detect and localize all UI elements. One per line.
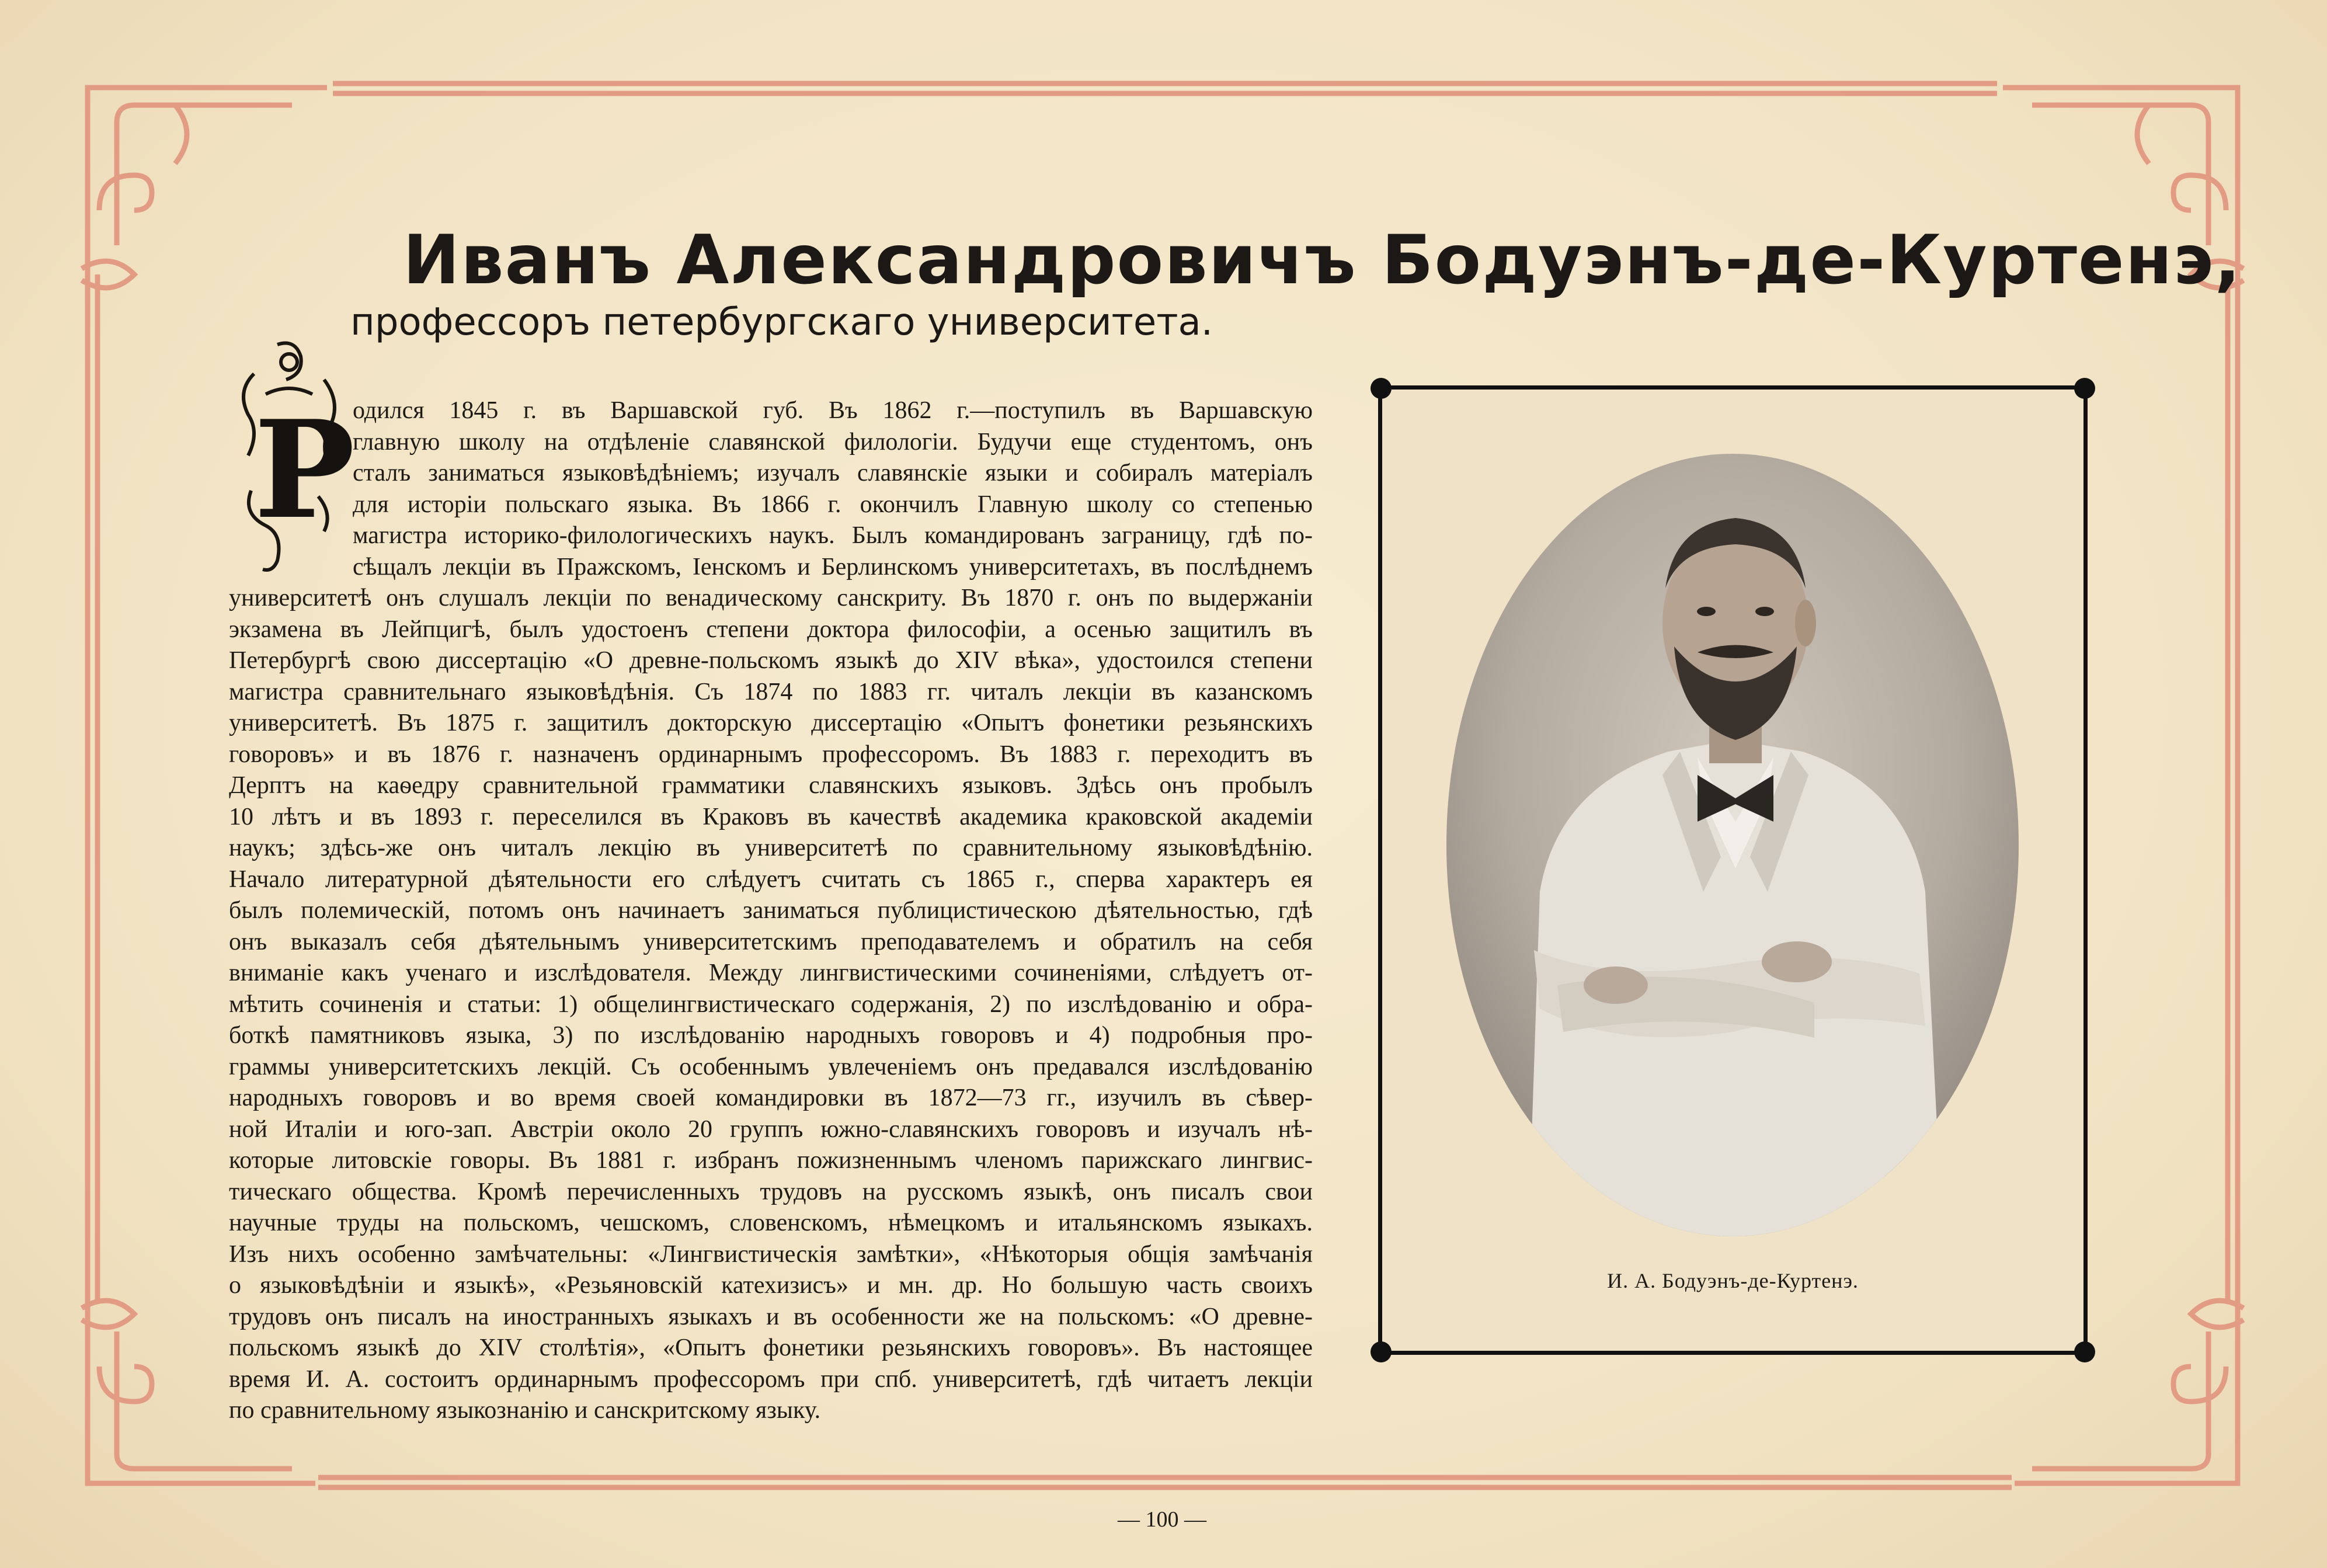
text-line: боткѣ памятниковъ языка, 3) по изслѣдованію народныхъ говоровъ и 4) подробныя про-: [229, 1022, 1313, 1049]
text-line: магистра историко-филологическихъ наукъ. Былъ командированъ заграницу, гдѣ по-: [353, 522, 1313, 549]
frame-corner: [2074, 1341, 2095, 1362]
text-line: наукъ; здѣсь-же онъ читалъ лекцію въ университетѣ по сравнительному языковѣдѣнію.: [229, 835, 1313, 861]
text-line: польскомъ языкѣ до XIV столѣтія», «Опытъ фонетики резьянскихъ говоровъ». Въ настоящее: [229, 1334, 1313, 1361]
text-line: время И. А. состоитъ ординарнымъ профессоромъ при спб. университетѣ, гдѣ читаетъ лекціи: [229, 1365, 1313, 1393]
text-line: для исторіи польскаго языка. Въ 1866 г. окончилъ Главную школу со степенью: [353, 491, 1313, 518]
text-line: былъ полемическій, потомъ онъ начинаетъ заниматься публицистическою дѣятельностью, гдѣ: [229, 897, 1313, 924]
text-line: главную школу на отдѣленіе славянской филологіи. Будучи еще студентомъ, онъ: [353, 428, 1313, 456]
text-line: экзамена въ Лейпцигѣ, былъ удостоенъ степени доктора философіи, а осенью защитилъ въ: [229, 616, 1313, 643]
text-line: онъ выказалъ себя дѣятельнымъ университетскимъ преподавателемъ и обратилъ на себя: [229, 928, 1313, 955]
text-line: сѣщалъ лекціи въ Пражскомъ, Іенскомъ и Берлинскомъ университетахъ, въ послѣднемъ: [353, 553, 1313, 580]
text-line: Начало литературной дѣятельности его слѣдуетъ считать съ 1865 г., сперва характеръ ея: [229, 865, 1313, 893]
text-line: вниманіе какъ ученаго и изслѣдователя. Между лингвистическими сочиненіями, слѣдуетъ от-: [229, 959, 1313, 986]
text-line: одился 1845 г. въ Варшавской губ. Въ 1862 г.—поступилъ въ Варшавскую: [353, 397, 1313, 424]
portrait-photo: [1441, 448, 2025, 1242]
text-line: Петербургѣ свою диссертацію «О древне-польскомъ языкѣ до XIV вѣка», удостоился степени: [229, 647, 1313, 674]
text-line: которые литовскіе говоры. Въ 1881 г. избранъ пожизненнымъ членомъ парижскаго лингвис-: [229, 1147, 1313, 1174]
text-line: сталъ заниматься языковѣдѣніемъ; изучалъ славянскіе языки и собиралъ матеріалъ: [353, 460, 1313, 486]
drop-cap-letter: Р: [254, 391, 355, 549]
text-line: тическаго общества. Кромѣ перечисленныхъ трудовъ на русскомъ языкѣ, онъ писалъ свои: [229, 1178, 1313, 1205]
page-number: — 100 —: [1118, 1507, 1206, 1532]
frame-corner: [1371, 1341, 1392, 1362]
text-line: по сравнительному языкознанію и санскритскому языку.: [229, 1397, 821, 1424]
text-line: научные труды на польскомъ, чешскомъ, словенскомъ, нѣмецкомъ и итальянскомъ языкахъ.: [229, 1209, 1313, 1236]
text-line: мѣтить сочиненія и статьи: 1) общелингвистическаго содержанія, 2) по изслѣдованію и обра-: [229, 990, 1313, 1018]
biography-text: [229, 391, 1313, 1427]
text-line: магистра сравнительнаго языковѣдѣнія. Съ 1874 по 1883 гг. читалъ лекціи въ казанскомъ: [229, 678, 1313, 705]
text-line: 10 лѣтъ и въ 1893 г. переселился въ Краковъ въ качествѣ академика краковской академіи: [229, 803, 1313, 830]
text-line: о языковѣдѣніи и языкѣ», «Резьяновскій катехизисъ» и мн. др. Но большую часть своихъ: [229, 1272, 1313, 1299]
text-line: Изъ нихъ особенно замѣчательны: «Лингвистическія замѣтки», «Нѣкоторыя общія замѣчанія: [229, 1240, 1313, 1268]
page-subtitle: профессоръ петербургскаго университета.: [350, 301, 1213, 344]
text-line: граммы университетскихъ лекцій. Съ особеннымъ увлеченіемъ онъ предавался изслѣдованію: [229, 1053, 1313, 1080]
text-line: университетѣ. Въ 1875 г. защитилъ докторскую диссертацію «Опытъ фонетики резьянскихъ: [229, 710, 1313, 736]
frame-corner: [1371, 378, 1392, 399]
text-line: говоровъ» и въ 1876 г. назначенъ ординарнымъ профессоромъ. Въ 1883 г. переходитъ въ: [229, 740, 1313, 768]
portrait-caption: И. А. Бодуэнъ-де-Куртенэ.: [1607, 1269, 1859, 1292]
text-line: Дерптъ на каѳедру сравнительной грамматики славянскихъ языковъ. Здѣсь онъ пробылъ: [229, 772, 1313, 799]
portrait-frame: [1378, 385, 2088, 1355]
frame-corner: [2074, 378, 2095, 399]
text-line: народныхъ говоровъ и во время своей командировки въ 1872—73 гг., изучилъ въ сѣвер-: [229, 1084, 1313, 1111]
text-line: университетѣ онъ слушалъ лекціи по венадическому санскриту. Въ 1870 г. онъ по выдержаніи: [229, 585, 1313, 611]
text-line: ной Италіи и юго-зап. Австріи около 20 группъ южно-славянскихъ говоровъ и изучалъ нѣ-: [229, 1115, 1313, 1143]
text-line: трудовъ онъ писалъ на иностранныхъ языкахъ и въ особенности же на польскомъ: «О древне-: [229, 1303, 1313, 1330]
page-title: Иванъ Александровичъ Бодуэнъ-де-Куртенэ,: [403, 220, 2242, 300]
